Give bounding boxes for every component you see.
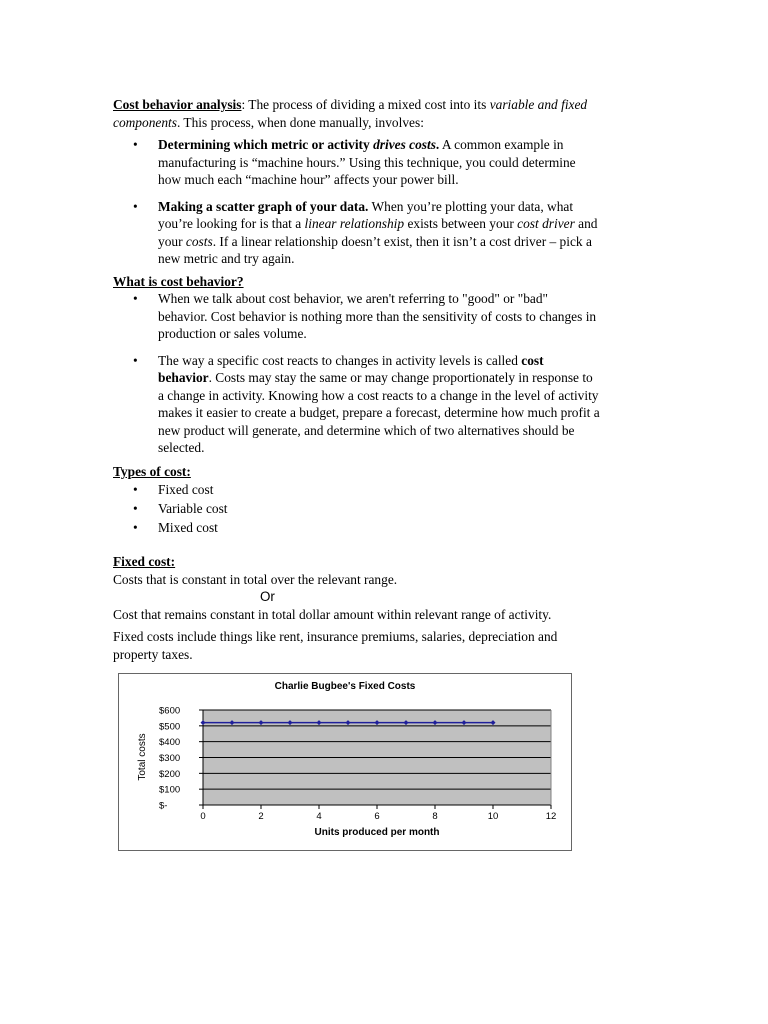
fixed-line2: Cost that remains constant in total dollar amount within relevant range of activity. [113,606,552,622]
y-tick-label: $600 [159,705,181,717]
intro-paragraph: Cost behavior analysis: The process of dividing a mixed cost into its variable and fixed components. This process, when done manually, involves: [113,97,588,130]
y-tick-label: $200 [159,768,181,780]
fixed-cost-chart [118,673,572,851]
list-item: • When we talk about cost behavior, we aren't referring to "good" or "bad" behavior. Cost behavior is nothing more than the sensitivity of costs to changes in production or sales volume. [113,290,658,343]
x-tick-label: 12 [545,811,557,822]
y-tick-label: $500 [159,721,181,733]
fixed-line1: Costs that is constant in total over the relevant range. [113,571,398,587]
list-item: • Determining which metric or activity drives costs. A common example in manufacturing is “machine hours.” Using this technique, you could determine how much each “machine hour” affects your power bill. [113,136,658,189]
chart-title: Charlie Bugbee's Fixed Costs [274,681,416,692]
list-item: • Making a scatter graph of your data. When you’re plotting your data, what you’re looking for is that a linear relationship exists between your cost driver and your costs. If a linear relationship doesn’t exist, then it isn’t a cost driver – pick a new metric and try again. [113,198,658,268]
x-tick-label: 6 [374,811,380,822]
document-body [113,96,658,663]
intro-heading: Cost behavior analysis [113,97,242,112]
x-tick-label: 0 [200,811,206,822]
y-axis-label: Total costs [137,733,148,781]
steps-list [113,136,658,268]
y-tick-label: $100 [159,784,181,796]
y-tick-label: $400 [159,737,181,749]
x-tick-label: 4 [316,811,322,822]
x-axis-label: Units produced per month [314,827,440,838]
x-tick-label: 2 [258,811,264,822]
chart-svg [119,674,571,850]
fixed-or: Or [260,589,275,604]
list-item: • The way a specific cost reacts to changes in activity levels is called cost behavior. Costs may stay the same or may change proportionately in response to a change in activity. Knowing how a cost reacts to a change in the level of activity makes it easier to create a budget, prepare a forecast, determine how much profit a new product will generate, and determine which of two alternatives should be selected. [113,352,658,457]
what-list [113,290,658,457]
list-item: • Variable cost [113,499,658,518]
y-tick-label: $300 [159,753,181,764]
list-item: • Mixed cost [113,518,658,537]
x-tick-label: 8 [432,811,438,822]
list-item: • Fixed cost [113,480,658,499]
what-heading: What is cost behavior? [113,273,244,289]
fixed-heading: Fixed cost: [113,554,176,569]
types-heading: Types of cost: [113,463,191,479]
fixed-line3: Fixed costs include things like rent, insurance premiums, salaries, depreciation and property taxes. [113,629,558,662]
y-tick-label: $- [159,800,168,812]
x-tick-label: 10 [487,811,499,822]
types-list [113,480,658,537]
